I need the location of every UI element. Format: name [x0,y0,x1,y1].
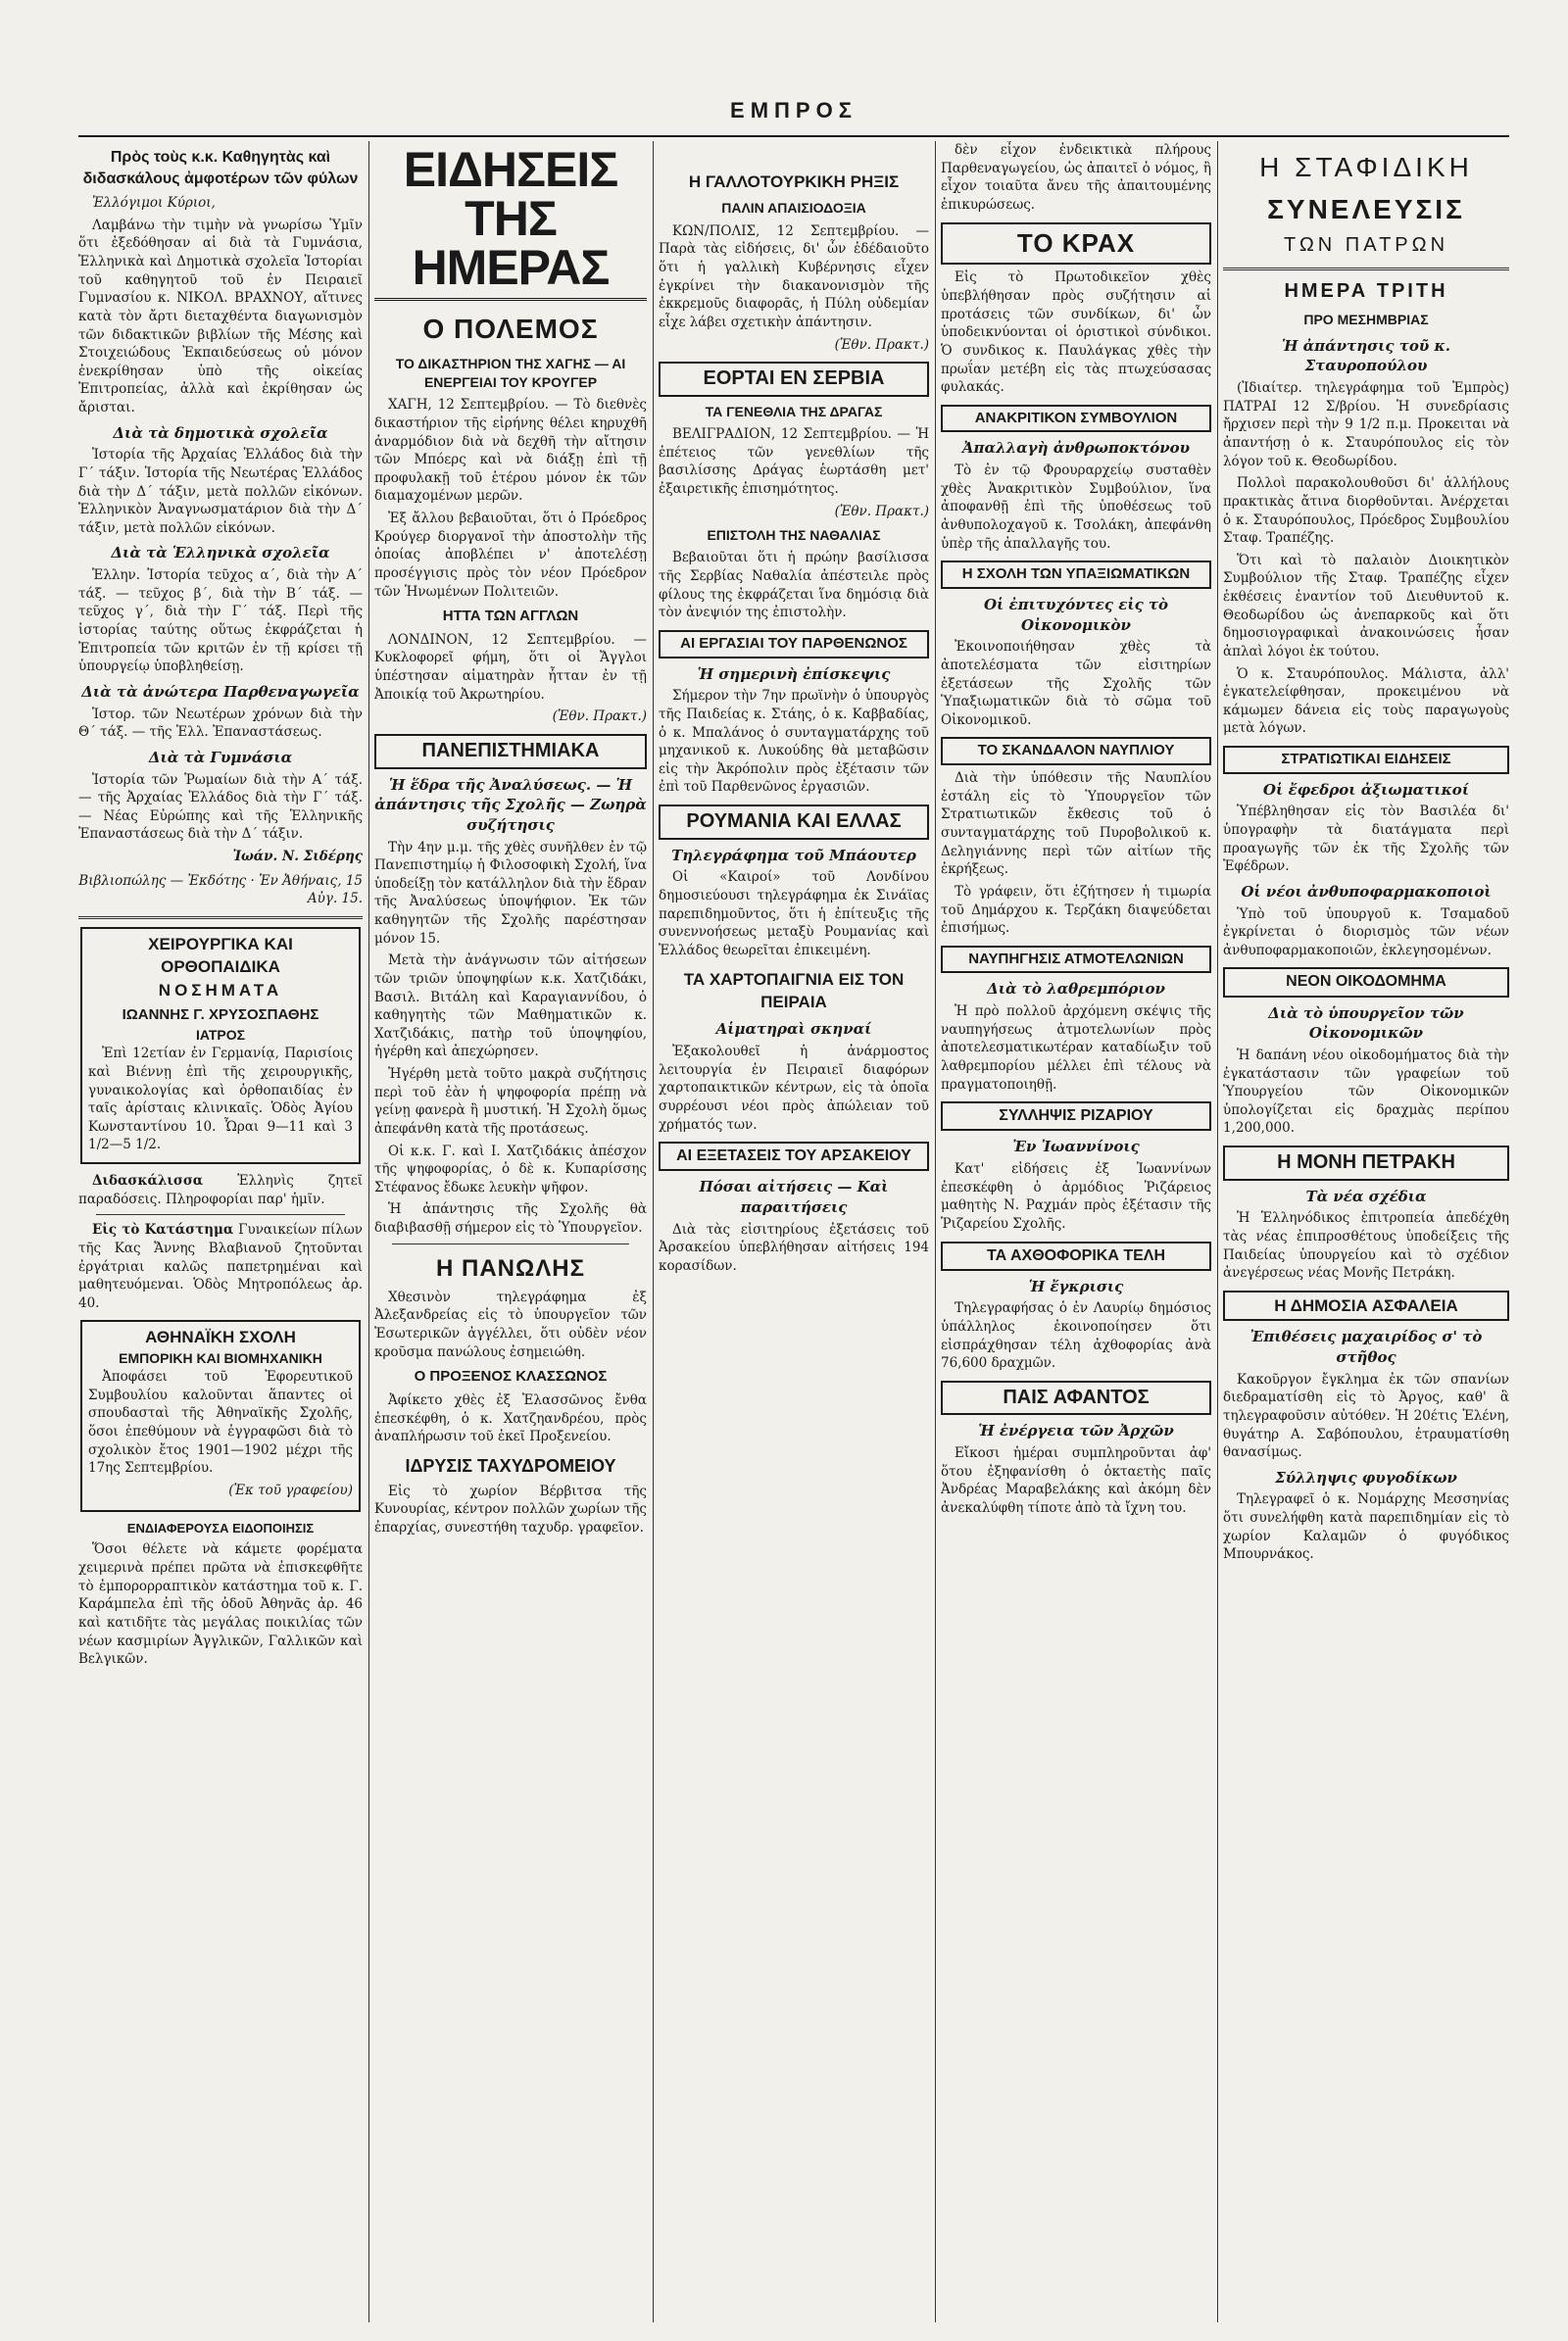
column-separator [653,141,654,2322]
article-subheading: Ἡ ἕδρα τῆς Ἀναλύσεως. — Ἡ ἀπάντησις τῆς Σχολῆς — Ζωηρὰ συζήτησις [374,775,647,834]
article-body: Οἱ κ.κ. Γ. καὶ Ι. Χατζιδάκις ἀπέσχον τῆς ψηφοφορίας, ὁ δὲ κ. Κυπαρίσσης Στέφανος ἔδωκε λευκὴν ψῆφον. [374,1143,647,1195]
article-subheading: Ἀπαλλαγὴ ἀνθρωποκτόνου [961,439,1191,458]
article-heading: ΝΕΟΝ ΟΙΚΟΔΟΜΗΜΑ [1223,967,1509,997]
ad-body: Ὅσοι θέλετε νὰ κάμετε φορέματα χειμερινὰ πρέπει πρῶτα νὰ ἐπισκεφθῆτε τὸ ἐμπορορραπτικὸν κατάστημα τοῦ κ. Γ. Καράμπελα ἐπὶ τῆς ὁδοῦ Ἀθηνᾶς ἀρ. 46 καὶ κατιδῆτε τὰς μεγάλας ποικιλίας τῶν νέων κασμιρίων Ἀγγλικῶν, Γαλλικῶν καὶ Βελγικῶν. [78,1541,363,1668]
ad-body: Ἐπὶ 12ετίαν ἐν Γερμανίᾳ, Παρισίοις καὶ Βιέννῃ ἐπὶ τῆς χειρουργικῆς, γυναικολογίας καὶ ὀρθοπαιδίας ἐν ταῖς ἀρίσταις κλινικαῖς. Ὁδὸς Ἀγίου Κωνσταντίνου 10. Ὧραι 9—11 καὶ 3 1/2—5 1/2. [88,1046,353,1153]
article-subheading: Διὰ τὸ λαθρεμπόριον [987,980,1165,999]
article-subheading: Ἡ ἐνέργεια τῶν Ἀρχῶν [978,1422,1174,1440]
article-subheading: Ἡ ἔγκρισις [1028,1277,1124,1295]
article-heading: ΗΤΤΑ ΤΩΝ ΑΓΓΛΩΝ [442,608,579,625]
column-separator [1217,141,1218,2322]
article-subheading: Οἱ ἔφεδροι ἀξιωματικοί [1262,780,1470,799]
article-heading: ΕΠΙΣΤΟΛΗ ΤΗΣ ΝΑΘΑΛΙΑΣ [707,527,881,544]
ad-title: ΕΜΠΟΡΙΚΗ ΚΑΙ ΒΙΟΜΗΧΑΝΙΚΗ [119,1349,322,1366]
article-body: Βεβαιοῦται ὅτι ἡ πρώην βασίλισσα τῆς Σερβίας Ναθαλία ἀπέστειλε πρὸς φίλους της ἐκφράζεται ἵνα δημόσιᾳ διὰ τὸν ἀνεψιόν της ἐπιστολὴν. [659,550,929,621]
article-source: (Ἐθν. Πρακτ.) [552,708,647,725]
article-heading: Ο ΠΡΟΞΕΝΟΣ ΚΛΑΣΣΩΝΟΣ [414,1368,608,1386]
section-body: Ἑλλην. Ἱστορία τεῦχος α΄, διὰ τὴν Α΄ τάξ. — τεῦχος β΄, διὰ τὴν Β΄ τάξ. — τεῦχος γ΄, διὰ τὴν Γ΄ τάξ. Περὶ τῆς ἱστορίας ταύτης οὕτως ἐκφράζεται ἡ Ἐπιτροπεία τῶν κριτῶν ἐν τῇ κρίσει τῇ ὑπουργείῳ ὑποβληθείσῃ. [78,567,363,675]
ad-name: ΙΩΑΝΝΗΣ Γ. ΧΡΥΣΟΣΠΑΘΗΣ [122,1006,319,1024]
article-body: Τηλεγραφεῖ ὁ κ. Νομάρχης Μεσσηνίας ὅτι συνελήφθη κατὰ παρεπιδημίαν εἰς τὸ χωρίον Καλαμῶν ὁ φυγόδικος Μπουρνάκος. [1223,1491,1509,1563]
article-subheading: Οἱ ἐπιτυχόντες εἰς τὸ Οἰκονομικὸν [983,595,1169,634]
letter-body: Λαμβάνω τὴν τιμὴν νὰ γνωρίσω Ὑμῖν ὅτι ἐξεδόθησαν αἱ διὰ τὰ Γυμνάσια, Ἑλληνικὰ καὶ Δημοτικὰ σχολεῖα Ἱστορίαι τοῦ καθηγητοῦ τοῦ ἐν Πειραιεῖ Γυμνασίου κ. ΝΙΚΟΛ. ΒΡΑΧΝΟΥ, αἵτινες κατὰ τὸν ἄρτι διεταχθέντα διαγωνισμὸν τῶν διδακτικῶν βιβλίων τῆς Μέσης καὶ Στοιχειώδους Ἐκπαιδεύσεως οὐ μόνον ἐνεκρίθησαν ὑπὸ τῆς οἰκείας Ἐπιτροπείας, ἀλλὰ καὶ ἐκρίθησαν ὡς ἄρισται. [78,217,363,416]
column-separator [368,141,369,2322]
article-subheading: Διὰ τὸ ὑπουργεῖον τῶν Οἰκονομικῶν [1268,1003,1464,1043]
article-body: Μετὰ τὴν ἀνάγνωσιν τῶν αἰτήσεων τῶν τριῶν ὑποψηφίων κ.κ. Χατζιδάκι, Βασιλ. Βιτάλη καὶ Καραγιαννίδου, ὁ καθηγητὴς τῶν Μαθηματικῶν κ. Χατζιδάκις, πατὴρ τοῦ ὑποψηφίου, ἠγέρθη καὶ ἀπεχώρησεν. [374,952,647,1060]
article-body: Ἡ Ἑλληνόδικος ἐπιτροπεία ἀπεδέχθη τὰς νέας ἐπιπροσθέτους ὑποδείξεις τῆς Παιδείας ὑπουργείου καὶ τὸ σχέδιον ἀνεγέρσεως νέας Μονῆς Πετράκη. [1223,1210,1509,1282]
column-3 [659,141,929,2322]
article-body: Ὑπέβληθησαν εἰς τὸν Βασιλέα δι' ὑπογραφὴν τὰ διατάγματα περὶ προαγωγῆς τῶν ἐκ τῆς Σχολῆς τῶν Ἐφέδρων. [1223,804,1509,875]
article-body: Πολλοὶ παρακολουθοῦσι δι' ἀλλήλους πρακτικὰς ἄτινα διορθοῦνται. Ἀνέρχεται ὁ κ. Σταυρόπουλος, Πρόεδρος Συμβουλίου Σταφ. Τραπέζης. [1223,475,1509,547]
article-subheading: Ἐν Ἰωαννίνοις [1012,1138,1140,1156]
ad-heading: Διδασκάλισσα [92,1173,204,1190]
article-body: ΚΩΝ/ΠΟΛΙΣ, 12 Σεπτεμβρίου. — Παρὰ τὰς εἰδήσεις, δι' ὧν ἐδέδαιοῦτο ὅτι ἡ γαλλικὴ Κυβέρνησις εἶχεν ἐγκρίνει τὴν διακανονισμὸν τῆς ἐκκρεμοῦς διαφορᾶς, ἡ Πύλη οὐδεμίαν εἶχε λάβει σχετικὴν ἀπάντησιν. [659,222,929,330]
article-body: Διὰ τὰς εἰσιτηρίους ἐξετάσεις τοῦ Ἀρσακείου ὑπεβλήθησαν αἰτήσεις 194 κορασίδων. [659,1221,929,1274]
article-subheading: Οἱ νέοι ἀνθυποφαρμακοποιοὶ [1241,882,1492,901]
article-heading: Η ΠΑΝΩΛΗΣ [436,1254,585,1282]
article-body: Τὸ ἐν τῷ Φρουραρχείῳ συσταθὲν χθὲς Ἀνακριτικὸν Συμβούλιον, ἵνα ἀποφανθῇ ἐπὶ τῆς ὑποθέσεως τοῦ ἀνθυπολοχαγοῦ κ. Τσολάκη, ἀπεφάνθη ὑπὲρ τῆς ἀπαλλαγῆς του. [941,463,1211,552]
article-body: Ὑπὸ τοῦ ὑπουργοῦ κ. Τσαμαδοῦ ἐγκρίνεται ὁ διορισμὸς τῶν νέων ἀνθυποφαρμακοποιῶν, ἐκλεγησομένων. [1223,905,1509,958]
article-heading: ΠΑΙΣ ΑΦΑΝΤΟΣ [941,1381,1211,1416]
divider [78,916,363,919]
section-body: Ἱστορία τῶν Ῥωμαίων διὰ τὴν Α΄ τάξ. — τῆς Ἀρχαίας Ἑλλάδος διὰ τὴν Γ΄ τάξ. — Νέας Εὐρώπης καὶ τῆς Ἑλληνικῆς Ἐπαναστάσεως διὰ τὴν Δ΄ τάξιν. [78,771,363,843]
article-heading: ΤΑ ΑΧΘΟΦΟΡΙΚΑ ΤΕΛΗ [941,1242,1211,1271]
article-body: Ἡ δαπάνη νέου οἰκοδομήματος διὰ τὴν ἐγκατάστασιν τῶν γραφείων τοῦ Ὑπουργείου τῶν Οἰκονομικῶν ὑπολογίζεται εἰς δραχμὰς περίπου 1,200,000. [1223,1047,1509,1137]
article-body: Τὸ γράφειν, ὅτι ἐζήτησεν ἡ τιμωρία τοῦ Δημάρχου κ. Τερζάκη διαψεύδεται ἐπισήμως. [941,883,1211,937]
ad-body: Ἀποφάσει τοῦ Ἐφορευτικοῦ Συμβουλίου καλοῦνται ἅπαντες οἱ σπουδασταὶ τῆς Ἀθηναϊκῆς Σχολῆς, ὅσοι ἐπεθύμουν νὰ ἐγγραφῶσι διὰ τὸ σχολικὸν ἔτος 1901—1902 μέχρι τῆς 17ης Σεπτεμβρίου. [88,1369,353,1477]
advertisement-doctor [80,927,361,1164]
article-heading: ΑΝΑΚΡΙΤΙΚΟΝ ΣΥΜΒΟΥΛΙΟΝ [941,405,1211,433]
article-heading: Η ΔΗΜΟΣΙΑ ΑΣΦΑΛΕΙΑ [1223,1291,1509,1321]
signature-sub: Βιβλιοπώλης — Ἐκδότης · Ἐν Ἀθήναις, 15 Αὐγ. 15. [78,872,363,907]
article-body: Κακοῦργον ἔγκλημα ἐκ τῶν σπανίων διεδραματίσθη εἰς τὸ Ἀργος, καθ' ἃ τηλεγραφοῦσιν αὐτόθεν. Ἡ 20έτις Ἑλένη, θυγάτηρ Α. Σαβόπουλου, ἐτραυματίσθη θανασίμως. [1223,1371,1509,1461]
page-title: ΕΙΔΗΣΕΙΣ ΤΗΣ ΗΜΕΡΑΣ [374,145,647,301]
divider [96,1214,345,1215]
article-body: Ἡ ἀπάντησις τῆς Σχολῆς θὰ διαβιβασθῇ σήμερον εἰς τὸ Ὑπουργεῖον. [374,1201,647,1237]
divider [1223,268,1509,270]
ad-title: ΝΟΣΗΜΑΤΑ [158,980,283,1000]
article-source: (Ἐθν. Πρακτ.) [834,336,929,353]
article-subheading: Ἐπιθέσεις μαχαιρίδος σ' τὸ στῆθος [1250,1328,1483,1366]
article-heading: ΣΤΡΑΤΙΩΤΙΚΑΙ ΕΙΔΗΣΕΙΣ [1223,746,1509,774]
article-heading: Η ΣΧΟΛΗ ΤΩΝ ΥΠΑΞΙΩΜΑΤΙΚΩΝ [941,561,1211,589]
article-subheading: Τὰ νέα σχέδια [1305,1187,1427,1205]
article-heading: ΕΟΡΤΑΙ ΕΝ ΣΕΡΒΙΑ [659,362,929,397]
column-separator [935,141,936,2322]
article-subheading: Ἡ ἀπάντησις τοῦ κ. Σταυροπούλου [1282,336,1450,375]
article-subheading: ΠΡΟ ΜΕΣΗΜΒΡΙΑΣ [1303,312,1429,328]
article-body: Ἠγέρθη μετὰ τοῦτο μακρὰ συζήτησις περὶ τοῦ ἐὰν ἡ ψηφοφορία πρέπῃ νὰ γείνῃ φανερὰ ἢ μυστική. Ἡ Σχολὴ ὅμως ἀπεφάνθη κατὰ τῆς προτάσεως. [374,1066,647,1137]
masthead-rule [78,135,1509,137]
article-body: Ἀφίκετο χθὲς ἐξ Ἐλασσῶνος ἔνθα ἐπεσκέφθη, ὁ κ. Χατζηανδρέου, πρὸς ἀναπλήρωσιν τοῦ ἐκεῖ Προξενείου. [374,1392,647,1445]
section-heading: Διὰ τὰ Γυμνάσια [148,748,293,766]
newspaper-page [78,98,1509,2322]
article-subheading: Ἡ σημερινὴ ἐπίσκεψις [697,664,891,683]
section-body: Ἱστορία τῆς Ἀρχαίας Ἑλλάδος διὰ τὴν Γ΄ τάξιν. Ἱστορία τῆς Νεωτέρας Ἑλλάδος διὰ τὴν Δ΄ τάξιν, μετὰ πολλῶν εἰκόνων. Ἑλληνικὸν Ἀναγνωσματάριον διὰ τὴν Δ΄ τάξιν, μετὰ πολλῶν εἰκόνων. [78,447,363,536]
article-body: Τηλεγραφήσας ὁ ἐν Λαυρίῳ δημόσιος ὑπάλληλος ἐκοινοποίησεν ὅτι εἰσπράχθησαν τέλη ἀχθοφορίας ἀνὰ 76,600 δραχμῶν. [941,1300,1211,1372]
article-body: Σήμερον τὴν 7ην πρωϊνὴν ὁ ὑπουργὸς τῆς Παιδείας κ. Στάης, ὁ κ. Καββαδίας, ὁ κ. Μπαλάνος ὁ συνταγματάρχης τοῦ μηχανικοῦ κ. Λυκούδης θὰ μεταβῶσιν εἰς τὴν Ἀκρόπολιν πρὸς ἐξέτασιν τῶν ἐπὶ τοῦ Παρθενῶνος ἐργασιῶν. [659,688,929,796]
article-heading: ΣΥΛΛΗΨΙΣ ΡΙΖΑΡΙΟΥ [941,1101,1211,1131]
article-source: (Ἐθν. Πρακτ.) [834,503,929,519]
article-heading: ΤΟ ΚΡΑΧ [941,222,1211,266]
section-heading: Διὰ τὰ Ἑλληνικὰ σχολεῖα [111,544,330,562]
article-heading: ΝΑΥΠΗΓΗΣΙΣ ΑΤΜΟΤΕΛΩΝΙΩΝ [941,946,1211,974]
article-body: Ἡ πρὸ πολλοῦ ἀρχόμενη σκέψις τῆς ναυπηγήσεως ἀτμοτελωνίων πρὸς ἀποτελεσματικωτέραν καταδίωξιν τοῦ λαθρεμπορίου μέλλει ἐπὶ τέλους νὰ πραγματοποιηθῇ. [941,1003,1211,1093]
article-body: ΛΟΝΔΙΝΟΝ, 12 Σεπτεμβρίου. — Κυκλοφορεῖ φήμη, ὅτι οἱ Ἄγγλοι ὑπέστησαν αἱματηρὰν ἧτταν ἐν τῇ Ἀποικίᾳ τοῦ Ἀκρωτηρίου. [374,631,647,703]
article-heading: ΙΔΡΥΣΙΣ ΤΑΧΥΔΡΟΜΕΙΟΥ [405,1455,616,1476]
article-heading: ΡΟΥΜΑΝΙΑ ΚΑΙ ΕΛΛΑΣ [659,805,929,840]
article-subheading: Αἱματηραὶ σκηναί [715,1020,872,1039]
article-body: Διὰ τὴν ὑπόθεσιν τῆς Ναυπλίου ἐστάλη εἰς τὸ Ὑπουργεῖον τῶν Στρατιωτικῶν ἔκθεσις τοῦ ὁ συνταγματάρχης τοῦ Πυροβολικοῦ κ. Δεληγιάννης περὶ τῶν αἰτίων τῆς ἐκρήξεως. [941,770,1211,878]
article-body: Τὴν 4ην μ.μ. τῆς χθὲς συνῆλθεν ἐν τῷ Πανεπιστημίῳ ἡ Φιλοσοφικὴ Σχολή, ἵνα ὑποδείξῃ τὸν κατάλληλον διὰ τὴν ἕδραν τῆς Ἀναλύσεως ὑποψήφιον. Ἐκ τῶν καθηγητῶν τῆς Σχολῆς παρέστησαν μόνον 15. [374,839,647,947]
article-body: Οἱ «Καιροί» τοῦ Λονδίνου δημοσιεύουσι τηλεγράφημα ἐκ Σινάϊας παρεπιδημοῦντος, ὅτι ἡ ἐπίτευξις τῆς συνεννοήσεως μεταξὺ Ρουμανίας καὶ Ἑλλάδος θεωρεῖται ἐπικειμένη. [659,869,929,958]
column-4 [941,141,1211,2322]
article-subheading: ΗΜΕΡΑ ΤΡΙΤΗ [1284,279,1448,302]
article-body: Χθεσινὸν τηλεγράφημα ἐξ Ἀλεξανδρείας εἰς τὸ ὑπουργεῖον τῶν Ἐσωτερικῶν ἀγγέλλει, ὅτι οὐδὲν νέον κροῦσμα πανώλους ἐσημειώθη. [374,1289,647,1360]
column-1 [78,141,363,2322]
ad-title: ΑΘΗΝΑΪΚΗ ΣΧΟΛΗ [145,1328,296,1347]
article-heading: Η ΓΑΛΛΟΤΟΥΡΚΙΚΗ ΡΗΞΙΣ [688,172,900,191]
article-subheading: Τηλεγράφημα τοῦ Μπάουτερ [671,846,916,864]
article-body: (Ἰδιαίτερ. τηλεγράφημα τοῦ Ἐμπρὸς) ΠΑΤΡΑΙ 12 Σ/βρίου. Ἡ συνεδρίασις ἤρχισεν περὶ τὴν 9 1/2 π.μ. Προκειται νὰ ἀπαντήσῃ ὁ κ. Σταυρόπουλος εἰς τὸν λόγον τοῦ κ. Θεοδωρίδου. [1223,380,1509,469]
article-body: δὲν εἶχον ἐνδεικτικὰ πλήρους Παρθεναγωγείου, ὡς ἀπαιτεῖ ὁ νόμος, ἢ εἶχον τοιαῦτα ἄνευ τῆς ἀπαιτουμένης ἐπικυρώσεως. [941,142,1211,213]
article-subheading: Πόσαι αἰτήσεις — Καὶ παραιτήσεις [699,1178,889,1216]
article-heading: Η ΜΟΝΗ ΠΕΤΡΑΚΗ [1223,1146,1509,1181]
section-body: Ἱστορ. τῶν Νεωτέρων χρόνων διὰ τὴν Θ΄ τάξ. — τῆς Ἑλλ. Ἐπαναστάσεως. [78,706,363,741]
ad-body: Γυναικείων πίλων τῆς Κας Ἄννης Βλαβιανοῦ ζητοῦνται ἐργάτριαι καλῶς παπετρημέναι καὶ μαθητευόμεναι. Ὁδὸς Μητροπόλεως ἀρ. 40. [78,1222,363,1311]
article-heading: ΤΟ ΣΚΑΝΔΑΛΟΝ ΝΑΥΠΛΙΟΥ [941,737,1211,765]
article-heading: ΠΑΝΕΠΙΣΤΗΜΙΑΚΑ [374,734,647,769]
article-body: Ἐξ ἄλλου βεβαιοῦται, ὅτι ὁ Πρόεδρος Κρούγερ διοργανοῖ τὴν ἀποστολὴν τῆς ὁποίας ἀποβλέπει ν' ἀποτελέσῃ προσέγγισις πρὸς τὸν νέον Πρόεδρον τῶν Ἡνωμένων Πολιτειῶν. [374,511,647,600]
article-heading: ΣΥΝΕΛΕΥΣΙΣ [1267,193,1465,224]
signature: Ἰωάν. Ν. Σιδέρης [232,849,363,865]
column-2 [374,141,647,2322]
section-heading: Διὰ τὰ ἀνώτερα Παρθεναγωγεῖα [81,682,360,701]
article-heading: ΑΙ ΕΞΕΤΑΣΕΙΣ ΤΟΥ ΑΡΣΑΚΕΙΟΥ [659,1142,929,1171]
letter-heading: Πρὸς τοὺς κ.κ. Καθηγητὰς καὶ διδασκάλους ἀμφοτέρων τῶν φύλων [82,149,359,188]
ad-body: Ἑλληνὶς ζητεῖ παραδόσεις. Πληροφορίαι παρ' ἡμῖν. [78,1173,363,1207]
ad-signature: (Ἐκ τοῦ γραφείου) [228,1482,353,1498]
article-body: Ἐξακολουθεῖ ἡ ἀνάρμοστος λειτουργία ἐν Πειραιεῖ διαφόρων χαρτοπαικτικῶν κέντρων, εἰς τὰ ὁποῖα συρρέουσι νέοι πρὸς ἀπώλειαν τοῦ χρήματός των. [659,1044,929,1133]
ad-title: ΧΕΙΡΟΥΡΓΙΚΑ ΚΑΙ ΟΡΘΟΠΑΙΔΙΚΑ [148,934,293,977]
article-heading: Ο ΠΟΛΕΜΟΣ [422,314,599,344]
article-subheading: ΤΑ ΓΕΝΕΘΛΙΑ ΤΗΣ ΔΡΑΓΑΣ [705,403,883,419]
article-body: Κατ' εἰδήσεις ἐξ Ἰωαννίνων ἐπεσκέφθη ὁ ἀρμόδιος Ῥιζάρειος μαθητὴς Ν. Ραχμάν πρὸς ἐξέτασιν τῆς Ῥιζαρείου Σχολῆς. [941,1161,1211,1232]
article-heading: Η ΣΤΑΦΙΔΙΚΗ [1259,152,1473,182]
article-body: Εἴκοσι ἡμέραι συμπληροῦνται ἀφ' ὅτου ἐξηφανίσθη ὁ ὀκταετὴς παῖς Ἀνδρέας Μαραβελάκης καὶ ἀκόμη δὲν ἀνεκαλύφθη τίποτε ἀπὸ τὰ ἴχνη του. [941,1445,1211,1516]
section-heading: Διὰ τὰ δημοτικὰ σχολεῖα [113,423,328,442]
article-subheading: ΤΟ ΔΙΚΑΣΤΗΡΙΟΝ ΤΗΣ ΧΑΓΗΣ — ΑΙ ΕΝΕΡΓΕΙΑΙ ΤΟΥ ΚΡΟΥΓΕΡ [395,355,626,390]
article-subheading: ΠΑΛΙΝ ΑΠΑΙΣΙΟΔΟΞΙΑ [721,200,866,217]
article-body: ΒΕΛΙΓΡΑΔΙΟΝ, 12 Σεπτεμβρίου. — Ἡ ἐπέτειος τῶν γενεθλίων τῆς βασιλίσσης Δράγας ἑωρτάσθη μετ' ἐξαιρετικῆς ἐπισημότητος. [659,426,929,497]
article-body: Εἰς τὸ Πρωτοδικεῖον χθὲς ὑπεβλήθησαν πρὸς συζήτησιν αἱ προτάσεις τῶν συνδίκων, δι' ὧν ὑποδεικνύονται οἱ ὁριστικοὶ σύνδικοι. Ὁ συνδικος κ. Παυλάγκας χθὲς τὴν πρωΐαν μετέβη εἰς τὰς πτωχεύσασας φυλακάς. [941,269,1211,396]
masthead: ΕΜΠΡΟΣ [730,98,858,122]
article-body: Ὅτι καὶ τὸ παλαιὸν Διοικητικὸν Συμβούλιον τῆς Σταφ. Τραπέζης εἶχεν ἐκθέσεις ἐναντίον τοῦ Διευθυντοῦ κ. Θεοδωρίδου ὡς ἀνεπαρκοῦς καὶ ὅτι δημοσιογραφικαὶ ἀνακοινώσεις ἦσαν ἀπλαὶ λόγοι ἐκ τούτου. [1223,552,1509,659]
article-body: ΧΑΓΗ, 12 Σεπτεμβρίου. — Τὸ διεθνὲς δικαστήριον τῆς εἰρήνης θέλει κηρυχθῆ ἀναρμόδιον διὰ νὰ δεχθῆ τὴν αἴτησιν τῶν Μπόερς καὶ νὰ διάξῃ ἐπὶ τῇ προφυλακῇ τοῦ ἑτέρου μόνον ἐκ τῶν διαμαχομένων μερῶν. [374,397,647,505]
article-body: Ὁ κ. Σταυρόπουλος. Μάλιστα, ἀλλ' ἐγκατελείφθησαν, προκειμένου νὰ κάμωμεν δάνεια εἰς τοὺς παραγωγοὺς μετὰ λόγων. [1223,665,1509,737]
article-subheading: Σύλληψις φυγοδίκων [1275,1468,1457,1487]
column-5 [1223,141,1509,2322]
article-body: Ἐκοινοποιήθησαν χθὲς τὰ ἀποτελέσματα τῶν εἰσιτηρίων ἐξετάσεων τῆς Σχολῆς τῶν Ὑπαξιωματικῶν διὰ τὸ σῶμα τοῦ Οἰκονομικοῦ. [941,639,1211,728]
ad-role: ΙΑΤΡΟΣ [195,1026,246,1043]
article-body: Εἰς τὸ χωρίον Βέρβιτσα τῆς Κυνουρίας, κέντρον πολλῶν χωρίων τῆς ἐπαρχίας, συνεστήθη ταχυδρ. γραφεῖον. [374,1483,647,1536]
ad-heading: Εἰς τὸ Κατάστημα [92,1222,234,1239]
ad-heading: ΕΝΔΙΑΦΕΡΟΥΣΑ ΕΙΔΟΠΟΙΗΣΙΣ [126,1520,315,1536]
article-heading: ΤΩΝ ΠΑΤΡΩΝ [1283,234,1449,257]
article-heading: ΤΑ ΧΑΡΤΟΠΑΙΓΝΙΑ ΕΙΣ ΤΟΝ ΠΕΙΡΑΙΑ [683,969,905,1011]
letter-salutation: Ἐλλόγιμοι Κύριοι, [92,195,216,212]
article-heading: ΑΙ ΕΡΓΑΣΙΑΙ ΤΟΥ ΠΑΡΘΕΝΩΝΟΣ [659,630,929,658]
advertisement-school [80,1320,361,1511]
